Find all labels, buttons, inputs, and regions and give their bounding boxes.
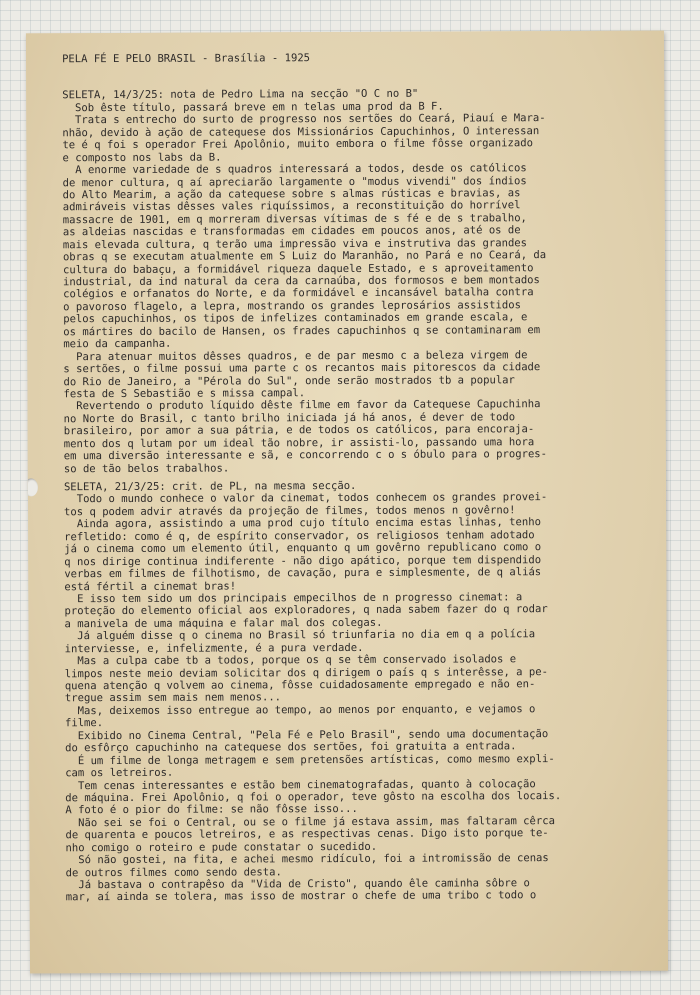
- text-line: de quarenta e poucos letreiros, e as respectivas cenas. Digo isto porque te-: [65, 827, 549, 842]
- text-line: em uma diversão interessante e sã, e concorrendo c o s óbulo para o progres-: [63, 448, 548, 463]
- text-line: cultura do babaçu, a formidável riqueza daquele Estado, e s aproveitamento: [62, 261, 534, 276]
- text-line: Trata s entrecho do surto de progresso nos sertões do Ceará, Piauí e Mara-: [62, 112, 546, 127]
- text-line: a manivela de uma máquina e falar mal dos colegas.: [64, 616, 383, 631]
- text-line: Só não gostei, na fita, e achei mesmo ridículo, foi a intromissão de cenas: [65, 852, 549, 867]
- text-line: obras q se executam atualmente em S Luiz do Maranhão, no Pará e no Ceará, da: [62, 249, 547, 264]
- text-line: Ainda agora, assistindo a uma prod cujo título encima estas linhas, tenho: [64, 516, 541, 531]
- text-line: É um filme de longa metragem e sem pretensões artísticas, como mesmo expli-: [65, 752, 555, 767]
- punch-hole: [26, 478, 38, 496]
- text-line: Todo o mundo conhece o valor da cinemat, todos conhecem os grandes provei-: [63, 491, 548, 506]
- text-line: de máquina. Frei Apolônio, q foi o operador, teve gôsto na escolha dos locais.: [65, 790, 562, 805]
- text-line: Não sei se foi o Central, ou se o filme já estava assim, mas faltaram cêrca: [65, 814, 555, 830]
- text-line: s sertões, o filme possui uma parte c os recantos mais pitorescos da cidade: [63, 361, 541, 376]
- text-line: quena atenção q volvem ao cinema, fôsse cuidadosamente empregado e não en-: [64, 678, 536, 693]
- text-line: Tem cenas interessantes e estão bem cinematografadas, quanto à colocação: [65, 777, 536, 792]
- text-line: cam os letreiros.: [65, 766, 174, 780]
- text-line: industrial, da ind natural da cera da carnaúba, dos formosos e bem montados: [63, 274, 540, 289]
- text-line: Para atenuar muitos dêsses quadros, e de par mesmo c a beleza virgem de: [63, 348, 528, 363]
- text-line: Mas, deixemos isso entregue ao tempo, ao menos por enquanto, e vejamos o: [64, 703, 536, 718]
- text-line: Exibido no Cinema Central, "Pela Fé e Pelo Brasil", sendo uma documentação: [64, 727, 549, 742]
- document-header: PELA FÉ E PELO BRASIL - Brasília - 1925: [62, 52, 311, 66]
- text-line: Já bastava o contrapêso da "Vida de Cristo", quando êle caminha sôbre o: [65, 877, 530, 892]
- text-line: de menor cultura, q aí apreciarão largamente o "modus vivendi" dos índios: [62, 174, 527, 189]
- text-line: refletido: como é q, de espírito conservador, os religiosos tenham adotado: [64, 528, 535, 543]
- text-line: festa de S Sebastião e s missa campal.: [63, 387, 306, 401]
- text-line: no Norte do Brasil, c tanto brilho iniciada já há anos, é dever de todo: [63, 411, 516, 426]
- text-line: do Alto Mearim, a ação da catequese sobre s almas rústicas e bravias, as: [62, 187, 521, 202]
- section-heading: SELETA, 21/3/25: crit. de PL, na mesma secção.: [63, 479, 357, 494]
- text-line: filme.: [64, 717, 104, 730]
- text-line: interviesse, e, infelizmente, é a pura verdade.: [64, 641, 364, 655]
- section-seleta-21-3-25: [64, 479, 658, 904]
- text-line: E isso tem sido um dos principais empecilhos de n progresso cinemat: a: [64, 591, 523, 606]
- text-line: brasileiro, por amor a sua pátria, e de todos os católicos, para encoraja-: [63, 423, 535, 438]
- text-line: Mas a culpa cabe tb a todos, porque os q se têm conservado isolados e: [64, 653, 517, 668]
- text-line: mar, aí ainda se tolera, mas isso de mostrar o chefe de uma tribo c todo o: [65, 889, 537, 904]
- text-line: e composto nos labs da B.: [62, 151, 222, 164]
- text-line: Já alguém disse q o cinema no Brasil só triunfaria no dia em q a polícia: [64, 628, 536, 643]
- text-line: A foto é o pior do filme: se não fôsse isso...: [65, 803, 358, 817]
- text-line: colégios e orfanatos do Norte, e da formidável e incansável batalha contra: [63, 286, 534, 301]
- text-line: pelos capuchinhos, os tipos de infelizes contaminados em grande escala, e: [63, 311, 528, 326]
- text-line: tregue assim sem mais nem menos...: [64, 691, 282, 705]
- text-line: A enorme variedade de s quadros interessará a todos, desde os católicos: [62, 162, 527, 177]
- text-line: mento dos q lutam por um ideal tão nobre, ir assisti-lo, passando uma hora: [63, 435, 535, 450]
- text-line: so de tão belos trabalhos.: [63, 462, 230, 475]
- text-line: os mártires do bacilo de Hansen, os frades capuchinhos q se contaminaram em: [63, 323, 541, 338]
- text-line: Sob êste título, passará breve em n telas uma prod da B F.: [62, 100, 444, 115]
- document-sheet: [26, 31, 668, 974]
- text-line: nho comigo o roteiro e pude constatar o sucedido.: [65, 840, 378, 854]
- text-line: proteção do elemento oficial aos exploradores, q nada sabem fazer do q rodar: [64, 603, 548, 618]
- text-line: já o cinema como um elemento útil, enquanto q um govêrno republicano como o: [64, 541, 542, 556]
- section-heading: SELETA, 14/3/25: nota de Pedro Lima na secção "O C no B": [62, 88, 419, 102]
- section-seleta-14-3-25: [62, 87, 656, 475]
- text-line: do esfôrço capuchinho na catequese dos sertões, foi gratuita a entrada.: [65, 740, 517, 755]
- text-line: as aldeias nascidas e transformadas em cidades em poucos anos, até os de: [62, 224, 521, 239]
- text-line: verbas em filmes de filhotismo, de cavação, pura e simplesmente, de q aliás: [64, 566, 542, 581]
- text-line: massacre de 1901, em q morreram diversas vítimas de s fé e de s trabalho,: [62, 212, 527, 227]
- text-line: meio da campanha.: [63, 337, 172, 351]
- text-line: está fértil a cinemat bras!: [64, 579, 237, 593]
- text-line: Revertendo o produto líquido dêste filme em favor da Catequese Capuchinha: [63, 398, 541, 413]
- text-line: admiráveis vistas dêsses vales riquíssimos, a reconstituição do horrível: [62, 199, 521, 214]
- document-text: [62, 51, 658, 904]
- text-line: limpos neste meio deviam solicitar dos q dirigem o país q s interêsse, a pe-: [64, 665, 548, 680]
- text-line: te é q foi s operador Frei Apolônio, muito embora o filme fôsse organizado: [62, 137, 533, 152]
- text-line: tos q podem advir através da projeção de filmes, todos menos n govêrno!: [64, 504, 516, 519]
- text-line: do Rio de Janeiro, a "Pérola do Sul", onde serão mostrados tb a popular: [63, 373, 515, 388]
- text-line: nhão, devido à ação de catequese dos Missionários Capuchinhos, O interessan: [62, 124, 540, 139]
- text-line: mais elevada cultura, q terão uma impressão viva e instrutiva das grandes: [62, 236, 528, 251]
- text-line: de outros filmes como sendo desta.: [65, 865, 282, 879]
- text-line: q nos dirige continua indiferente - não digo apático, porque tem dispendido: [64, 553, 542, 568]
- text-line: o pavoroso flagelo, a lepra, mostrando os grandes leprosários assistidos: [63, 299, 521, 314]
